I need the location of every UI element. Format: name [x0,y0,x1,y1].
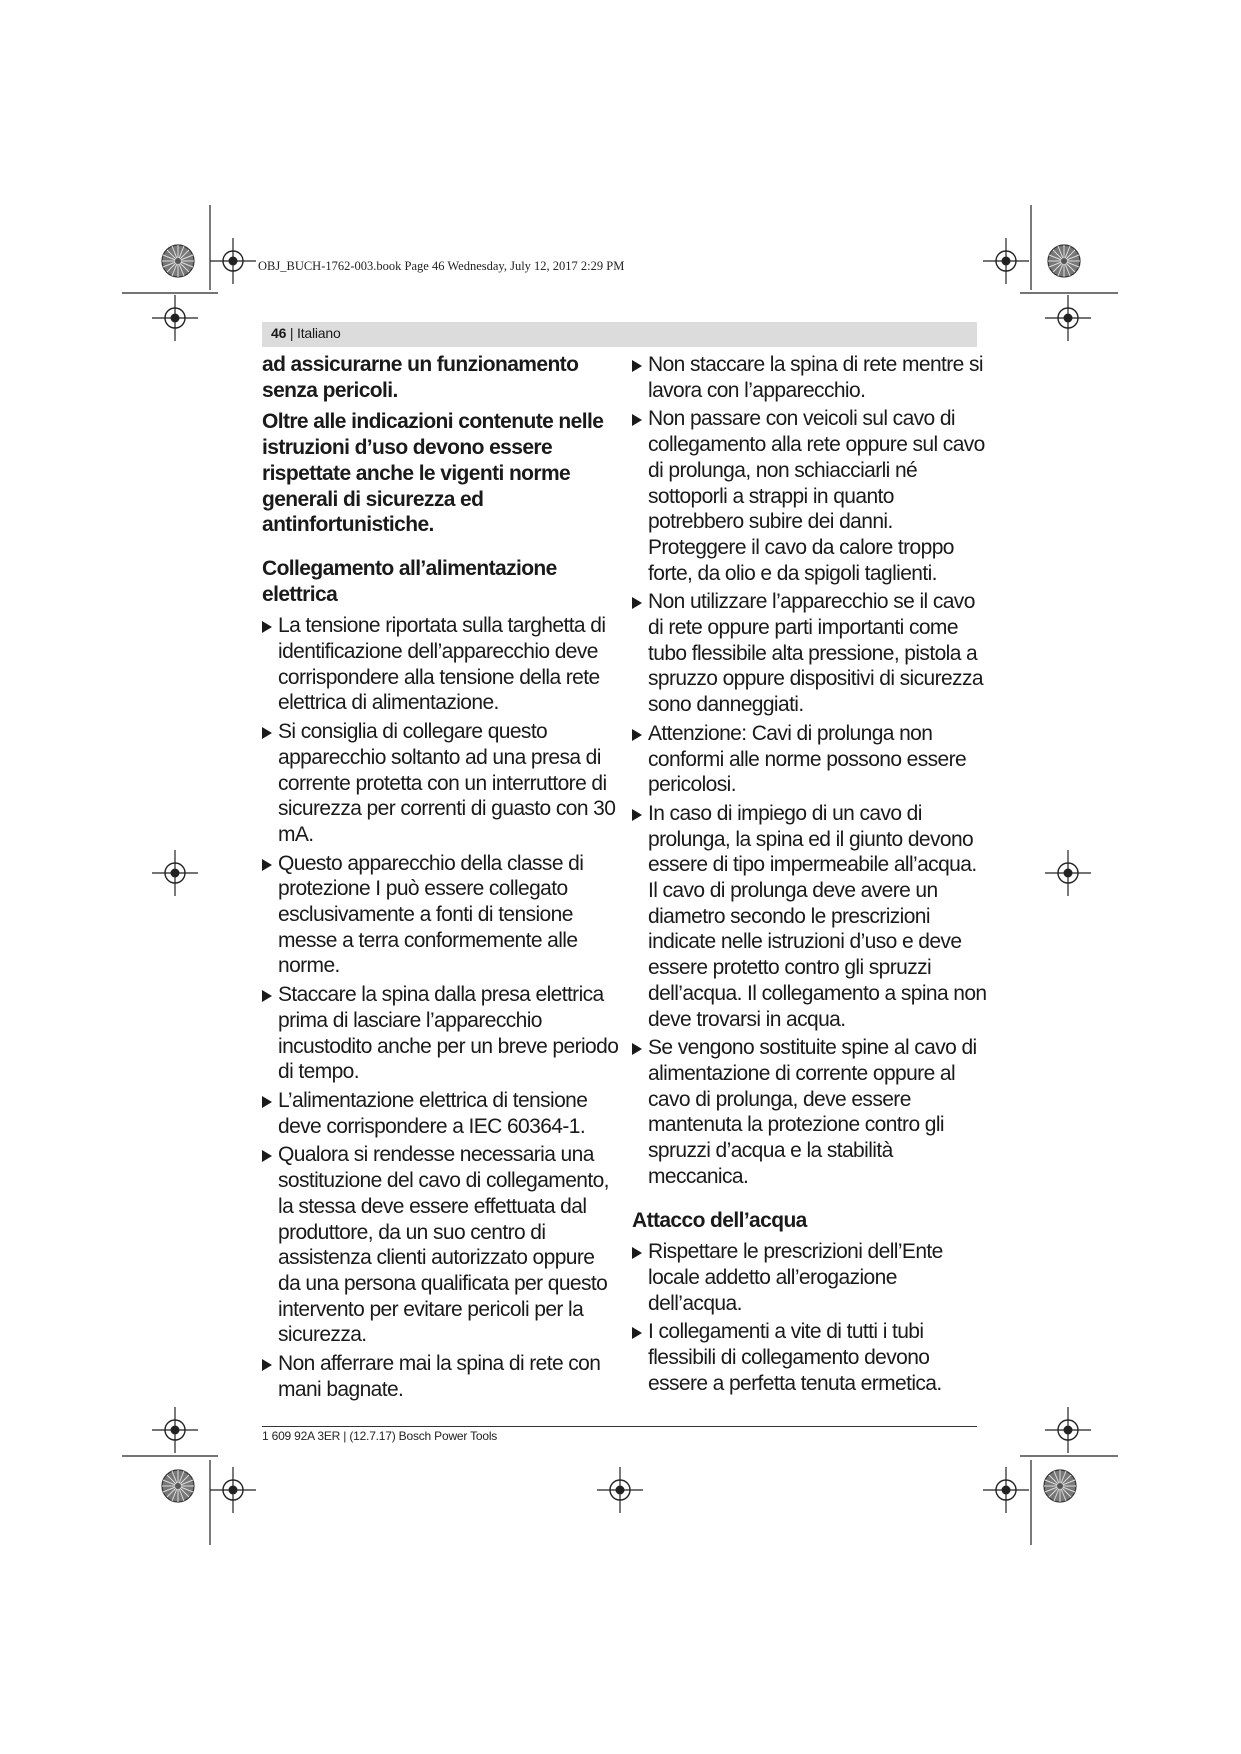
list-item: Non utilizzare l’apparecchio se il cavo di rete oppure parti importanti come tubo flessibile alta pressione, pistola a spruzzo oppure dispositivi di sicurezza sono danneggiati. [632,589,987,718]
list-item: Non staccare la spina di rete mentre si lavora con l’apparecchio. [632,352,987,403]
list-item: Si consiglia di collegare questo apparecchio soltanto ad una presa di corrente protetta con un interruttore di sicurezza per correnti di guasto con 30 mA. [262,719,620,848]
list-item: Questo apparecchio della classe di protezione I può essere collegato esclusivamente a fonti di tensione messe a terra conformemente alle norme. [262,851,620,980]
list-item: Non passare con veicoli sul cavo di collegamento alla rete oppure sul cavo di prolunga, non schiacciarli né sottoporli a strappi in quanto potrebbero subire dei danni. Proteggere il cavo da calore troppo forte, da olio e da spigoli taglienti. [632,406,987,586]
bullet-triangle-icon [262,727,272,739]
left-column [262,352,620,1405]
list-item: Rispettare le prescrizioni dell’Ente locale addetto all’erogazione dell’acqua. [632,1239,987,1316]
bottom-center-mark [597,1467,643,1513]
bullet-triangle-icon [632,1247,642,1259]
bullet-triangle-icon [632,809,642,821]
top-right-marks [983,205,1118,341]
list-item: Attenzione: Cavi di prolunga non conformi alle norme possono essere pericolosi. [632,721,987,798]
list-item: La tensione riportata sulla targhetta di identificazione dell’apparecchio deve corrispondere alla tensione della rete elettrica di alimentazione. [262,613,620,716]
right-column [632,352,987,1399]
bottom-right-marks [983,1407,1118,1545]
section-title-water: Attacco dell’acqua [632,1208,807,1232]
print-slug: OBJ_BUCH-1762-003.book Page 46 Wednesday, July 12, 2017 2:29 PM [258,259,625,273]
list-item: Staccare la spina dalla presa elettrica prima di lasciare l’apparecchio incustodito anche per un breve periodo di tempo. [262,982,620,1085]
bullet-triangle-icon [632,414,642,426]
list-item: L’alimentazione elettrica di tensione deve corrispondere a IEC 60364-1. [262,1088,620,1139]
list-item: In caso di impiego di un cavo di prolunga, la spina ed il giunto devono essere di tipo impermeabile all’acqua. Il cavo di prolunga deve avere un diametro secondo le prescrizioni indicate nelle istruzioni d’uso e deve essere protetto contro gli spruzzi dell’acqua. Il collegamento a spina non deve trovarsi in acqua. [632,801,987,1032]
list-item: I collegamenti a vite di tutti i tubi flessibili di collegamento devono essere a perfetta tenuta ermetica. [632,1319,987,1396]
list-item: Qualora si rendesse necessaria una sostituzione del cavo di collegamento, la stessa deve essere effettuata dal produttore, da un suo centro di assistenza clienti autorizzato oppure da una persona qualificata per questo intervento per evitare pericoli per la sicurezza. [262,1142,620,1348]
list-item: Se vengono sostituite spine al cavo di alimentazione di corrente oppure al cavo di prolunga, deve essere mantenuta la protezione contro gli spruzzi d’acqua e la stabilità meccanica. [632,1035,987,1189]
bullet-triangle-icon [632,1043,642,1055]
bullet-triangle-icon [262,859,272,871]
bullet-triangle-icon [262,990,272,1002]
bullet-triangle-icon [262,1150,272,1162]
header-language: Italiano [297,325,341,341]
bullet-triangle-icon [632,1327,642,1339]
bullet-triangle-icon [262,1096,272,1108]
bullet-triangle-icon [262,621,272,633]
bullet-triangle-icon [632,729,642,741]
bullet-triangle-icon [632,597,642,609]
header-text [271,325,341,341]
list-item: Non afferrare mai la spina di rete con mani bagnate. [262,1351,620,1402]
section-title-power: Collegamento all’alimentazione elettrica [262,556,557,606]
intro-paragraph-2: Oltre alle indicazioni contenute nelle istruzioni d’uso devono essere rispettate anche le vigenti norme generali di sicurezza ed antinfortunistiche. [262,410,604,537]
bullet-triangle-icon [262,1359,272,1371]
header-separator: | [286,325,298,341]
footer-text: 1 609 92A 3ER | (12.7.17) Bosch Power Tools [262,1429,498,1443]
bottom-left-marks [122,1407,256,1545]
footer-rule [262,1426,977,1427]
bullet-triangle-icon [632,360,642,372]
page-header [262,322,977,347]
intro-paragraph-1: ad assicurarne un funzionamento senza pericoli. [262,353,579,402]
page-number: 46 [271,325,287,341]
top-left-marks [122,205,256,341]
